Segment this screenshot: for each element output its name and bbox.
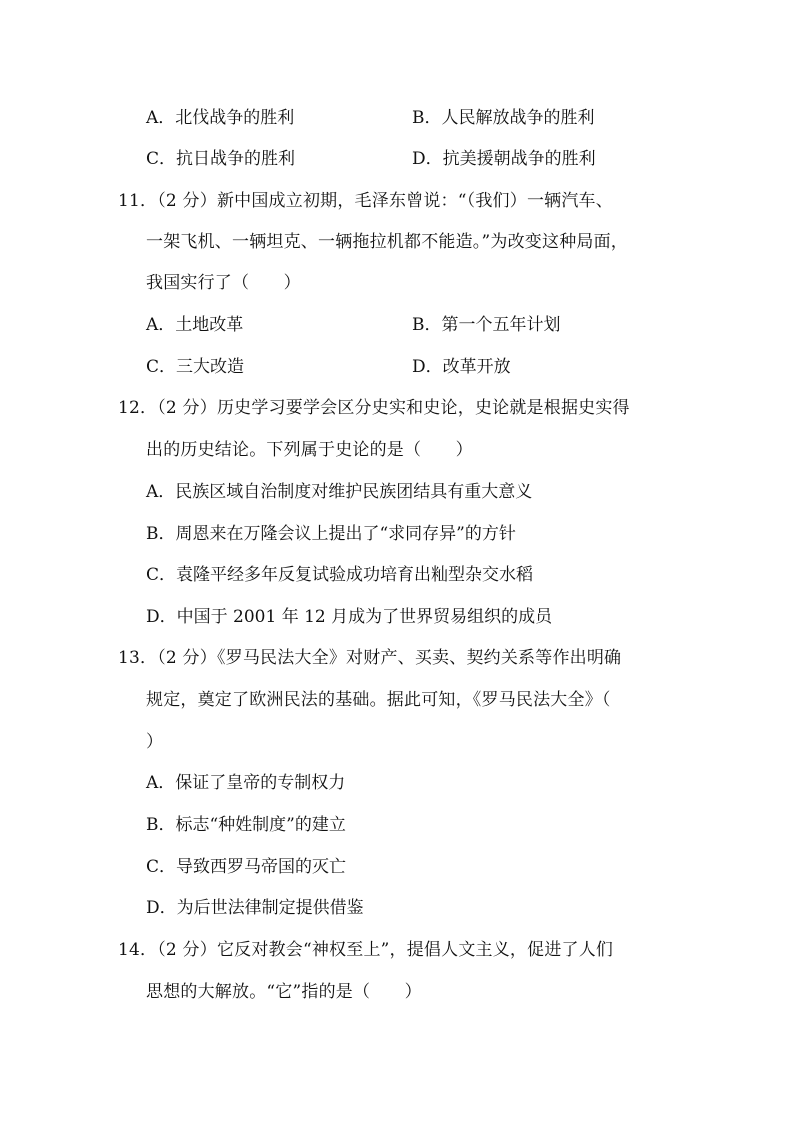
q12-stem-line-2: 出的历史结论。下列属于史论的是（ ） [146, 440, 473, 460]
q12-stem-line-1: 12．（2 分）历史学习要学会区分史实和史论，史论就是根据史实得 [118, 398, 630, 418]
q10-option-a: A．北伐战争的胜利 [146, 108, 295, 128]
q11-stem-line-2: 一架飞机、一辆坦克、一辆拖拉机都不能造。”为改变这种局面， [146, 232, 628, 252]
q14-stem-line-2: 思想的大解放。“它”指的是（ ） [146, 982, 422, 1002]
q10-option-b: B．人民解放战争的胜利 [412, 108, 595, 128]
q11-stem-line-3: 我国实行了（ ） [146, 273, 301, 293]
q12-option-c: C．袁隆平经多年反复试验成功培育出籼型杂交水稻 [146, 565, 534, 585]
q11-option-d: D．改革开放 [412, 357, 511, 377]
q11-stem-line-1: 11．（2 分）新中国成立初期，毛泽东曾说：“（我们）一辆汽车、 [118, 191, 613, 211]
q12-option-a: A．民族区域自治制度对维护民族团结具有重大意义 [146, 482, 533, 502]
q14-stem-line-1: 14．（2 分）它反对教会“神权至上”，提倡人文主义，促进了人们 [118, 940, 614, 960]
q13-option-d: D．为后世法律制定提供借鉴 [146, 898, 364, 918]
q13-stem-line-3: ） [146, 732, 164, 752]
q13-option-a: A．保证了皇帝的专制权力 [146, 773, 346, 793]
q11-option-b: B．第一个五年计划 [412, 315, 561, 335]
q13-option-c: C．导致西罗马帝国的灭亡 [146, 857, 347, 877]
q10-option-c: C．抗日战争的胜利 [146, 149, 296, 169]
q11-option-c: C．三大改造 [146, 357, 245, 377]
q13-stem-line-1: 13．（2 分）《罗马民法大全》对财产、买卖、契约关系等作出明确 [118, 648, 622, 668]
q12-option-d: D．中国于 2001 年 12 月成为了世界贸易组织的成员 [146, 607, 553, 627]
q13-option-b: B．标志“种姓制度”的建立 [146, 815, 346, 835]
q10-option-d: D．抗美援朝战争的胜利 [412, 149, 596, 169]
q11-option-a: A．土地改革 [146, 315, 244, 335]
q13-stem-line-2: 规定，奠定了欧洲民法的基础。据此可知，《罗马民法大全》（ [146, 690, 611, 710]
q12-option-b: B．周恩来在万隆会议上提出了“求同存异”的方针 [146, 524, 516, 544]
